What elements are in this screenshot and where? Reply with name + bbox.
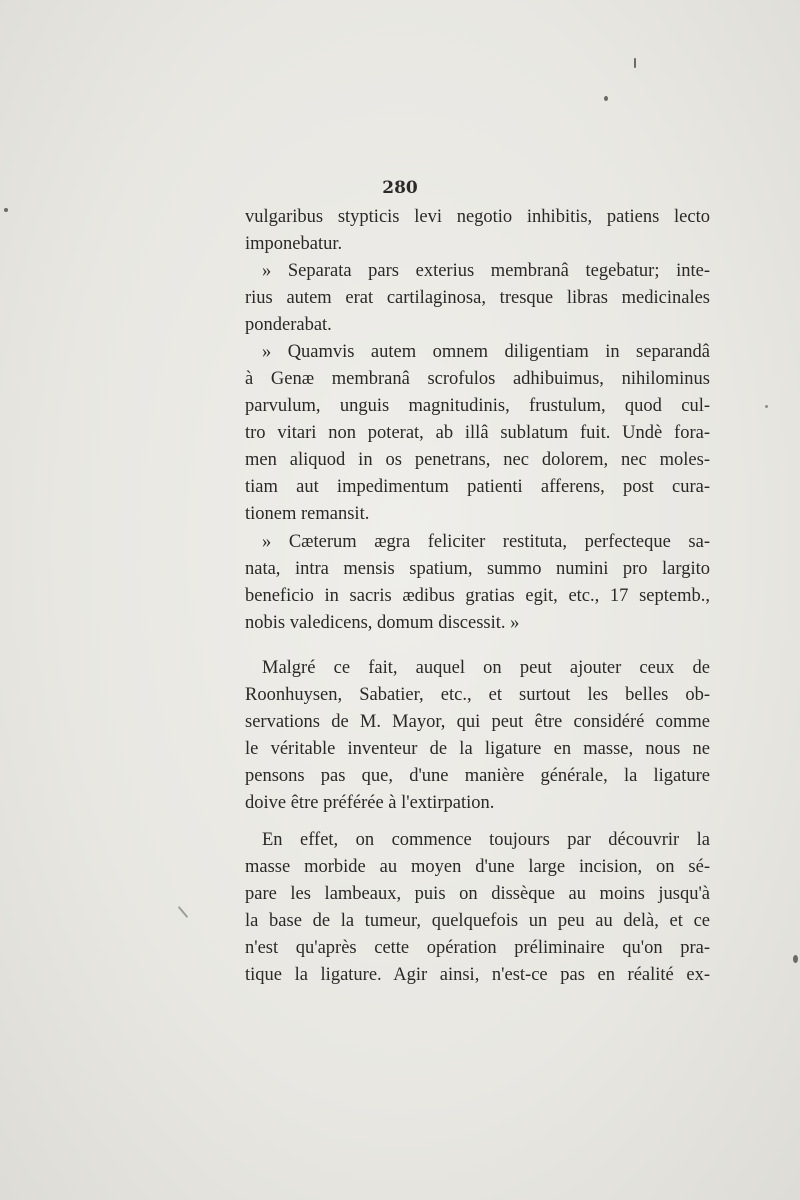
text-line-21: pensons pas que, d'une manière générale, la ligature [245, 766, 710, 786]
text-line-6: » Quamvis autem omnem diligentiam in separandâ [262, 342, 710, 362]
text-line-11: tiam aut impedimentum patienti afferens, post cura- [245, 477, 710, 497]
text-line-1: vulgaribus stypticis levi negotio inhibitis, patiens lecto [245, 207, 710, 227]
text-line-13: » Cæterum ægra feliciter restituta, perfecteque sa- [262, 532, 710, 552]
text-line-25: pare les lambeaux, puis on dissèque au moins jusqu'à [245, 884, 710, 904]
text-line-28: tique la ligature. Agir ainsi, n'est-ce pas en réalité ex- [245, 965, 710, 985]
page-number: 280 [382, 178, 418, 198]
text-line-26: la base de la tumeur, quelquefois un peu au delà, et ce [245, 911, 710, 931]
paper-speck [604, 96, 608, 101]
text-line-2: imponebatur. [245, 234, 343, 254]
text-line-8: parvulum, unguis magnitudinis, frustulum, quod cul- [245, 396, 710, 416]
text-line-18: Roonhuysen, Sabatier, etc., et surtout les belles ob- [245, 685, 710, 705]
text-line-17: Malgré ce fait, auquel on peut ajouter ceux de [262, 658, 710, 678]
text-line-27: n'est qu'après cette opération préliminaire qu'on pra- [245, 938, 710, 958]
text-line-9: tro vitari non poterat, ab illâ sublatum fuit. Undè fora- [245, 423, 710, 443]
paper-speck [4, 208, 8, 212]
text-line-5: ponderabat. [245, 315, 332, 335]
text-line-7: à Genæ membranâ scrofulos adhibuimus, nihilominus [245, 369, 710, 389]
text-line-10: men aliquod in os penetrans, nec dolorem, nec moles- [245, 450, 710, 470]
text-line-4: rius autem erat cartilaginosa, tresque libras medicinales [245, 288, 710, 308]
text-line-22: doive être préférée à l'extirpation. [245, 793, 495, 813]
text-line-3: » Separata pars exterius membranâ tegebatur; inte- [262, 261, 710, 281]
text-line-23: En effet, on commence toujours par découvrir la [262, 830, 710, 850]
paper-speck [178, 906, 189, 918]
text-line-15: beneficio in sacris ædibus gratias egit, etc., 17 septemb., [245, 586, 710, 606]
paper-speck [634, 58, 636, 68]
text-line-16: nobis valedicens, domum discessit. » [245, 613, 520, 633]
text-line-20: le véritable inventeur de la ligature en masse, nous ne [245, 739, 710, 759]
text-line-24: masse morbide au moyen d'une large incision, on sé- [245, 857, 710, 877]
text-line-19: servations de M. Mayor, qui peut être considéré comme [245, 712, 710, 732]
text-line-12: tionem remansit. [245, 504, 370, 524]
paper-speck [793, 955, 798, 963]
paper-speck [765, 405, 768, 408]
text-line-14: nata, intra mensis spatium, summo numini pro largito [245, 559, 710, 579]
